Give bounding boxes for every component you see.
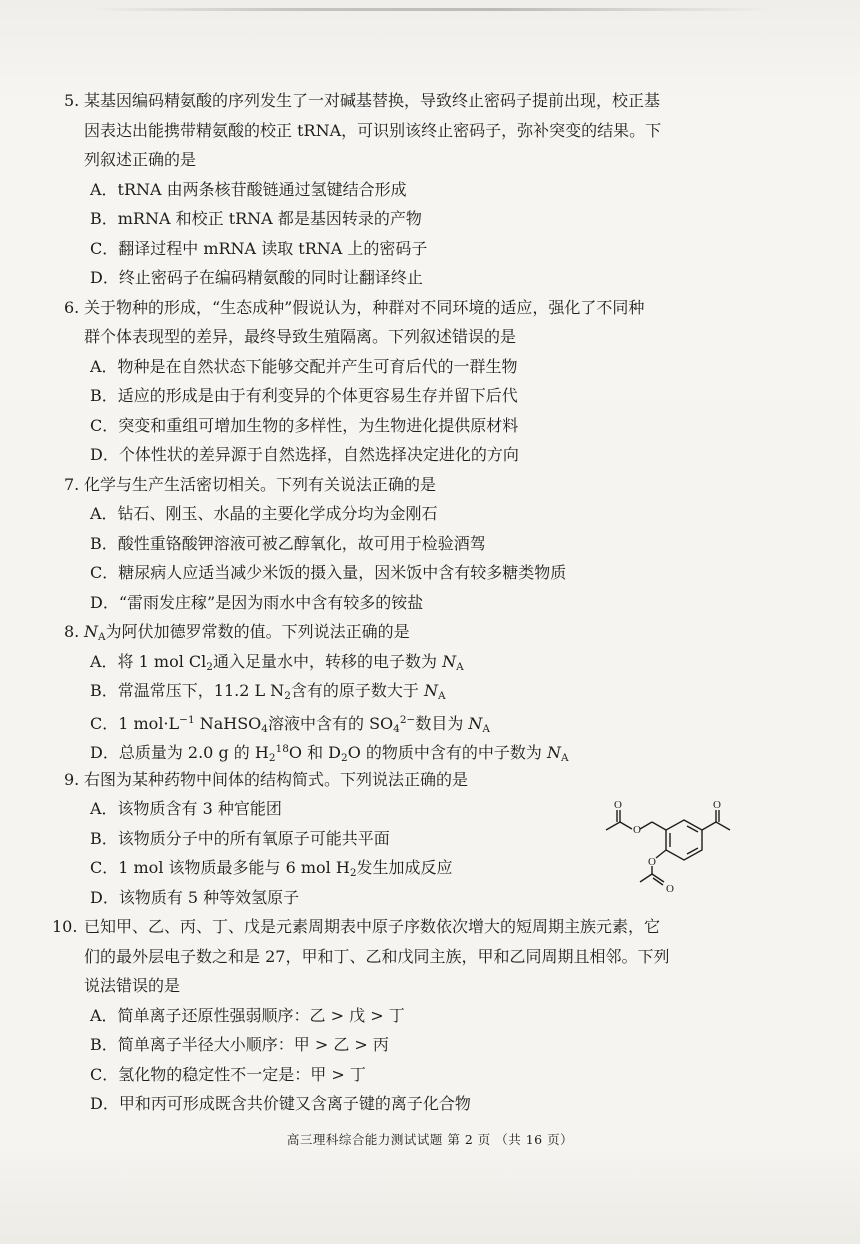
oxygen-atom-label: O xyxy=(614,799,622,811)
avogadro-symbol: N xyxy=(84,622,98,641)
option-text: C．1 mol·L xyxy=(90,713,180,733)
subscript: 4 xyxy=(393,722,400,735)
molecule-atom-labels xyxy=(614,799,721,895)
page-footer: 高三理科综合能力测试试题 第 2 页 （共 16 页） xyxy=(286,1132,574,1147)
ester-bond xyxy=(640,874,652,882)
question-stem-line: 化学与生产生活密切相关。下列有关说法正确的是 xyxy=(84,474,437,494)
option-c: C．突变和重组可增加生物的多样性，为生物进化提供原材料 xyxy=(90,415,519,435)
question-number: 6. xyxy=(64,297,80,317)
option-text: D．总质量为 2.0 g 的 H xyxy=(90,743,269,762)
molecule-bonds xyxy=(606,810,730,885)
superscript: −1 xyxy=(179,713,195,726)
option-text: 数目为 xyxy=(415,713,469,733)
option-b: B．mRNA 和校正 tRNA 都是基因转录的产物 xyxy=(90,209,422,228)
avogadro-symbol-subscript: A xyxy=(437,690,446,702)
option-d: D．甲和丙可形成既含共价键又含离子键的离子化合物 xyxy=(90,1094,471,1113)
option-text: 溶液中含有的 SO xyxy=(267,713,394,733)
option-text: O 和 D xyxy=(288,743,342,762)
question-stem-line: 列叙述正确的是 xyxy=(84,150,197,169)
option-d: D．终止密码子在编码精氨酸的同时让翻译终止 xyxy=(90,268,423,287)
avogadro-symbol: N xyxy=(547,743,561,762)
phenol-ester-bond xyxy=(656,850,666,858)
option-c: C．糖尿病人应适当减少米饭的摄入量，因米饭中含有较多糖类物质 xyxy=(90,563,567,582)
avogadro-symbol: N xyxy=(423,681,438,700)
question-stem-line: 右图为某种药物中间体的结构简式。下列说法正确的是 xyxy=(84,769,469,789)
question-number: 7. xyxy=(64,474,80,494)
question-stem-line: 关于物种的形成，“生态成种”假说认为，种群对不同环境的适应，强化了不同种 xyxy=(84,297,645,317)
option-b: B．简单离子半径大小顺序：甲 > 乙 > 丙 xyxy=(90,1035,389,1054)
option-a: A．钻石、刚玉、水晶的主要化学成分均为金刚石 xyxy=(90,504,438,523)
option-d: D．该物质有 5 种等效氢原子 xyxy=(90,887,300,907)
question-number: 10. xyxy=(52,917,78,936)
avogadro-symbol: N xyxy=(468,713,483,733)
oxygen-atom-label: O xyxy=(633,824,641,836)
option-text: C．1 mol 该物质最多能与 6 mol H xyxy=(90,858,350,877)
subscript: 2 xyxy=(284,690,291,702)
oxygen-atom-label: O xyxy=(666,883,674,895)
option-d: D．个体性状的差异源于自然选择，自然选择决定进化的方向 xyxy=(90,445,519,464)
question-list xyxy=(0,86,860,1119)
question-stem-line: 们的最外层电子数之和是 27，甲和丁、乙和戊同主族，甲和乙同周期且相邻。下列 xyxy=(84,946,670,966)
benzene-ring xyxy=(666,820,702,860)
option-text: 含有的原子数大于 xyxy=(290,681,424,700)
avogadro-symbol-subscript: A xyxy=(98,631,106,643)
subscript: 2 xyxy=(349,867,357,879)
question-number: 8. xyxy=(64,622,80,641)
avogadro-symbol-subscript: A xyxy=(561,752,569,764)
option-text: 发生加成反应 xyxy=(356,858,453,877)
question-stem-line: 说法错误的是 xyxy=(84,976,181,995)
ester-methyl-bond xyxy=(606,822,620,830)
acetyl-methyl-bond xyxy=(716,822,730,830)
page-edge-shadow xyxy=(90,8,770,11)
avogadro-symbol-subscript: A xyxy=(456,660,464,673)
superscript: 18 xyxy=(275,743,289,755)
subscript: 4 xyxy=(261,722,268,735)
oxygen-atom-label: O xyxy=(713,799,721,811)
superscript: 2− xyxy=(399,713,416,726)
option-text: 通入足量水中，转移的电子数为 xyxy=(212,651,443,671)
subscript: 2 xyxy=(341,752,348,764)
avogadro-symbol: N xyxy=(442,651,457,671)
molecule-structure-figure xyxy=(598,790,738,900)
question-7 xyxy=(0,470,860,618)
option-text: A．将 1 mol Cl xyxy=(90,651,207,671)
subscript: 2 xyxy=(206,660,213,673)
option-a xyxy=(0,647,860,677)
question-10 xyxy=(0,912,860,1119)
option-a: A．该物质含有 3 种官能团 xyxy=(90,799,282,818)
option-b: B．酸性重铬酸钾溶液可被乙醇氧化，故可用于检验酒驾 xyxy=(90,533,486,553)
question-number: 5. xyxy=(64,91,80,110)
question-stem-line: 已知甲、乙、丙、丁、戊是元素周期表中原子序数依次增大的短周期主族元素，它 xyxy=(84,917,661,936)
option-a: A．物种是在自然状态下能够交配并产生可育后代的一群生物 xyxy=(90,356,518,376)
option-text: O 的物质中含有的中子数为 xyxy=(347,743,547,762)
ester-bond xyxy=(620,822,632,829)
question-stem-line: 因表达出能携带精氨酸的校正 tRNA，可识别该终止密码子，弥补突变的结果。下 xyxy=(84,120,662,140)
avogadro-symbol-subscript: A xyxy=(482,722,491,735)
option-text: B．常温常压下，11.2 L N xyxy=(90,681,285,700)
question-stem-line: 为阿伏加德罗常数的值。下列说法正确的是 xyxy=(105,622,410,641)
oxygen-atom-label: O xyxy=(648,856,656,868)
option-a: A．tRNA 由两条核苷酸链通过氢键结合形成 xyxy=(90,179,407,199)
acetyl-bond xyxy=(702,822,716,830)
option-b xyxy=(0,676,860,706)
option-d: D．“雷雨发庄稼”是因为雨水中含有较多的铵盐 xyxy=(90,592,424,612)
option-b: B．该物质分子中的所有氧原子可能共平面 xyxy=(90,828,390,848)
ester-carbonyl-bond xyxy=(653,878,663,885)
question-8 xyxy=(0,617,860,765)
option-a: A．简单离子还原性强弱顺序：乙 > 戊 > 丁 xyxy=(90,1005,405,1025)
ch2-bond xyxy=(652,822,666,830)
option-c: C．翻译过程中 mRNA 读取 tRNA 上的密码子 xyxy=(90,238,428,258)
question-stem-line: 群个体表现型的差异，最终导致生殖隔离。下列叙述错误的是 xyxy=(84,327,517,346)
option-c xyxy=(0,706,860,736)
option-d xyxy=(0,735,860,765)
question-6 xyxy=(0,293,860,470)
question-number: 9. xyxy=(64,769,80,789)
option-c: C．氢化物的稳定性不一定是：甲 > 丁 xyxy=(90,1064,366,1084)
option-text: NaHSO xyxy=(194,713,262,733)
option-b: B．适应的形成是由于有利变异的个体更容易生存并留下后代 xyxy=(90,386,518,405)
question-stem-line: 某基因编码精氨酸的序列发生了一对碱基替换，导致终止密码子提前出现，校正基 xyxy=(84,91,661,110)
ester-bond xyxy=(640,822,652,829)
subscript: 2 xyxy=(268,752,276,764)
question-5 xyxy=(0,86,860,293)
